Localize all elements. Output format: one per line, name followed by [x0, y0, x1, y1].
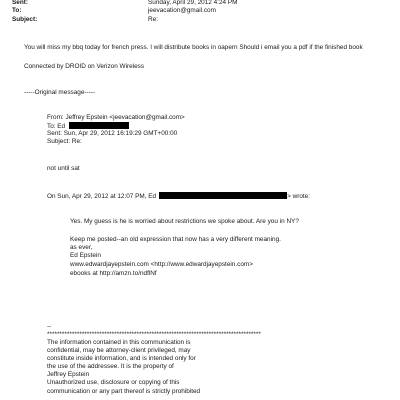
subject-value: Re:	[148, 16, 158, 23]
disclaimer-line-4: the use of the addressee. It is the property of	[47, 363, 174, 370]
disclaimer-line-5: Jeffrey Epstein	[47, 371, 90, 378]
reply-signature: Connected by DROID on Verizon Wireless	[24, 63, 145, 70]
quote-line-2: Keep me posted--an old expression that now has a very different meaning.	[70, 236, 281, 243]
quote-line-5: www.edwardjayepstein.com <http://www.edwardjayepstein.com>	[70, 261, 253, 268]
original-from: From: Jeffrey Epstein <jeevacation@gmail.com>	[47, 114, 185, 121]
quote-line-4: Ed Epstein	[70, 252, 101, 259]
original-subject: Subject: Re:	[47, 138, 82, 145]
disclaimer-line-1: The information contained in this communication is	[47, 339, 191, 346]
original-body: not until sat	[47, 165, 80, 172]
sent-label: Sent:	[12, 0, 28, 6]
quote-intro-prefix: On Sun, Apr 29, 2012 at 12:07 PM, Ed	[47, 193, 157, 200]
redaction-block	[159, 192, 287, 199]
disclaimer-line-7: communication or any part thereof is strictly prohibited	[47, 388, 201, 395]
disclaimer-line-3: constitute inside information, and is intended only for	[47, 355, 196, 362]
subject-label: Subject:	[12, 16, 38, 23]
quote-line-6: ebooks at http://amzn.to/ndflNf	[70, 270, 157, 277]
sent-value: Sunday, April 29, 2012 4:24 PM	[148, 0, 238, 6]
disclaimer-line-6: Unauthorized use, disclosure or copying of this	[47, 379, 180, 386]
disclaimer-stars: **************************************************************************************	[47, 331, 261, 338]
redaction-block	[69, 122, 129, 129]
reply-body: You will miss my bbq today for french press. I will distribute books in oapern Should i email you a pdf if the finished book	[24, 44, 363, 51]
to-label: To:	[12, 7, 22, 14]
original-separator: -----Original message-----	[24, 89, 96, 96]
quote-intro	[47, 192, 310, 201]
quote-line-1: Yes. My guess is he is worried about restrictions we spoke about. Are you in NY?	[70, 218, 299, 225]
quote-intro-suffix: > wrote:	[287, 193, 310, 200]
disclaimer-line-2: confidential, may be attorney-client privileged, may	[47, 347, 191, 354]
disclaimer-dashes: --	[47, 323, 52, 330]
quote-line-3: as ever,	[70, 244, 93, 251]
to-value: jeevacation@gmail.com	[148, 7, 216, 14]
original-sent: Sent: Sun, Apr 29, 2012 16:19:29 GMT+00:00	[47, 130, 178, 137]
original-to-prefix: To: Ed	[47, 123, 66, 130]
